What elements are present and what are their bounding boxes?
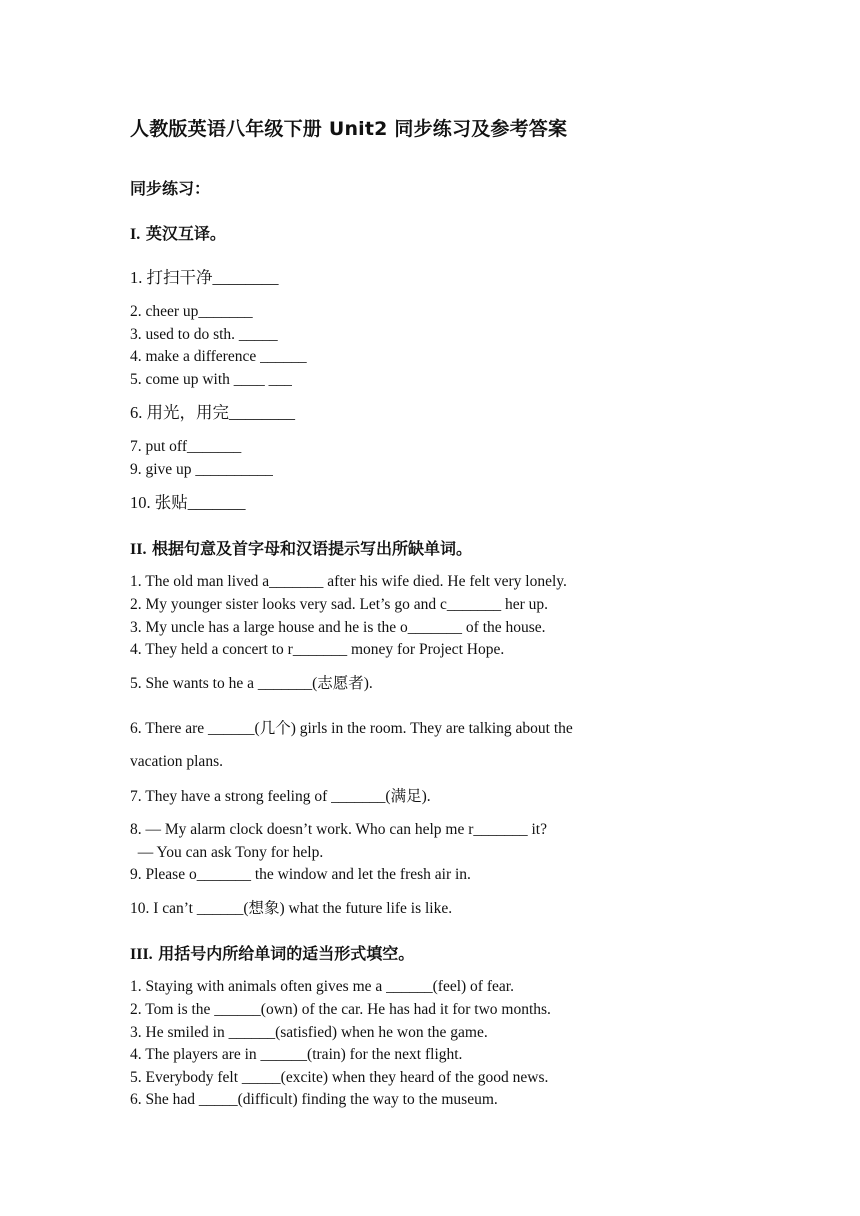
section-1-item: 2. cheer up_______ bbox=[130, 303, 253, 320]
section-2-item: 7. They have a strong feeling of _______(满足). bbox=[130, 788, 431, 805]
section-3-item: 2. Tom is the ______(own) of the car. He has had it for two months. bbox=[130, 1001, 551, 1018]
section-1-title: 英汉互译。 bbox=[145, 224, 226, 243]
section-3-roman: III. bbox=[130, 946, 153, 963]
section-2-item: 6. There are ______(几个) girls in the room. They are talking about the bbox=[130, 720, 573, 737]
section-2-item: 1. The old man lived a_______ after his wife died. He felt very lonely. bbox=[130, 573, 567, 590]
section-3-item: 1. Staying with animals often gives me a ______(feel) of fear. bbox=[130, 978, 514, 995]
section-2-item: 3. My uncle has a large house and he is the o_______ of the house. bbox=[130, 619, 546, 636]
document-title: 人教版英语八年级下册 Unit2 同步练习及参考答案 bbox=[130, 118, 568, 140]
section-1-item: 7. put off_______ bbox=[130, 438, 242, 455]
section-2-item-continuation: — You can ask Tony for help. bbox=[130, 844, 324, 861]
section-3-item: 6. She had _____(difficult) finding the way to the museum. bbox=[130, 1091, 498, 1108]
section-2-title: 根据句意及首字母和汉语提示写出所缺单词。 bbox=[152, 539, 473, 558]
section-3-item: 4. The players are in ______(train) for the next flight. bbox=[130, 1046, 463, 1063]
section-1-item: 10. 张贴_______ bbox=[130, 493, 246, 512]
section-3-item: 3. He smiled in ______(satisfied) when he won the game. bbox=[130, 1024, 488, 1041]
section-1-item: 6. 用光，用完________ bbox=[130, 403, 295, 422]
section-1-roman: I. bbox=[130, 226, 141, 243]
section-2-item: 9. Please o_______ the window and let the fresh air in. bbox=[130, 866, 471, 883]
exercise-subheading: 同步练习： bbox=[130, 179, 211, 198]
section-1-item: 5. come up with ____ ___ bbox=[130, 371, 292, 388]
section-2-item: 4. They held a concert to r_______ money for Project Hope. bbox=[130, 641, 505, 658]
section-3-heading bbox=[130, 943, 414, 966]
section-2-item-continuation: vacation plans. bbox=[130, 753, 223, 770]
section-2-item: 5. She wants to he a _______(志愿者). bbox=[130, 675, 373, 692]
section-2-item: 10. I can’t ______(想象) what the future life is like. bbox=[130, 900, 453, 917]
section-2-item: 8. — My alarm clock doesn’t work. Who can help me r_______ it? bbox=[130, 821, 547, 838]
section-2-roman: II. bbox=[130, 541, 147, 558]
section-1-item: 1. 打扫干净________ bbox=[130, 268, 279, 287]
section-1-item: 9. give up __________ bbox=[130, 461, 273, 478]
section-1-heading bbox=[130, 223, 226, 246]
section-3-item: 5. Everybody felt _____(excite) when they heard of the good news. bbox=[130, 1069, 549, 1086]
section-2-item: 2. My younger sister looks very sad. Let’s go and c_______ her up. bbox=[130, 596, 549, 613]
section-1-item: 3. used to do sth. _____ bbox=[130, 326, 278, 343]
section-2-heading bbox=[130, 538, 472, 561]
section-3-title: 用括号内所给单词的适当形式填空。 bbox=[158, 944, 415, 963]
section-1-item: 4. make a difference ______ bbox=[130, 348, 307, 365]
